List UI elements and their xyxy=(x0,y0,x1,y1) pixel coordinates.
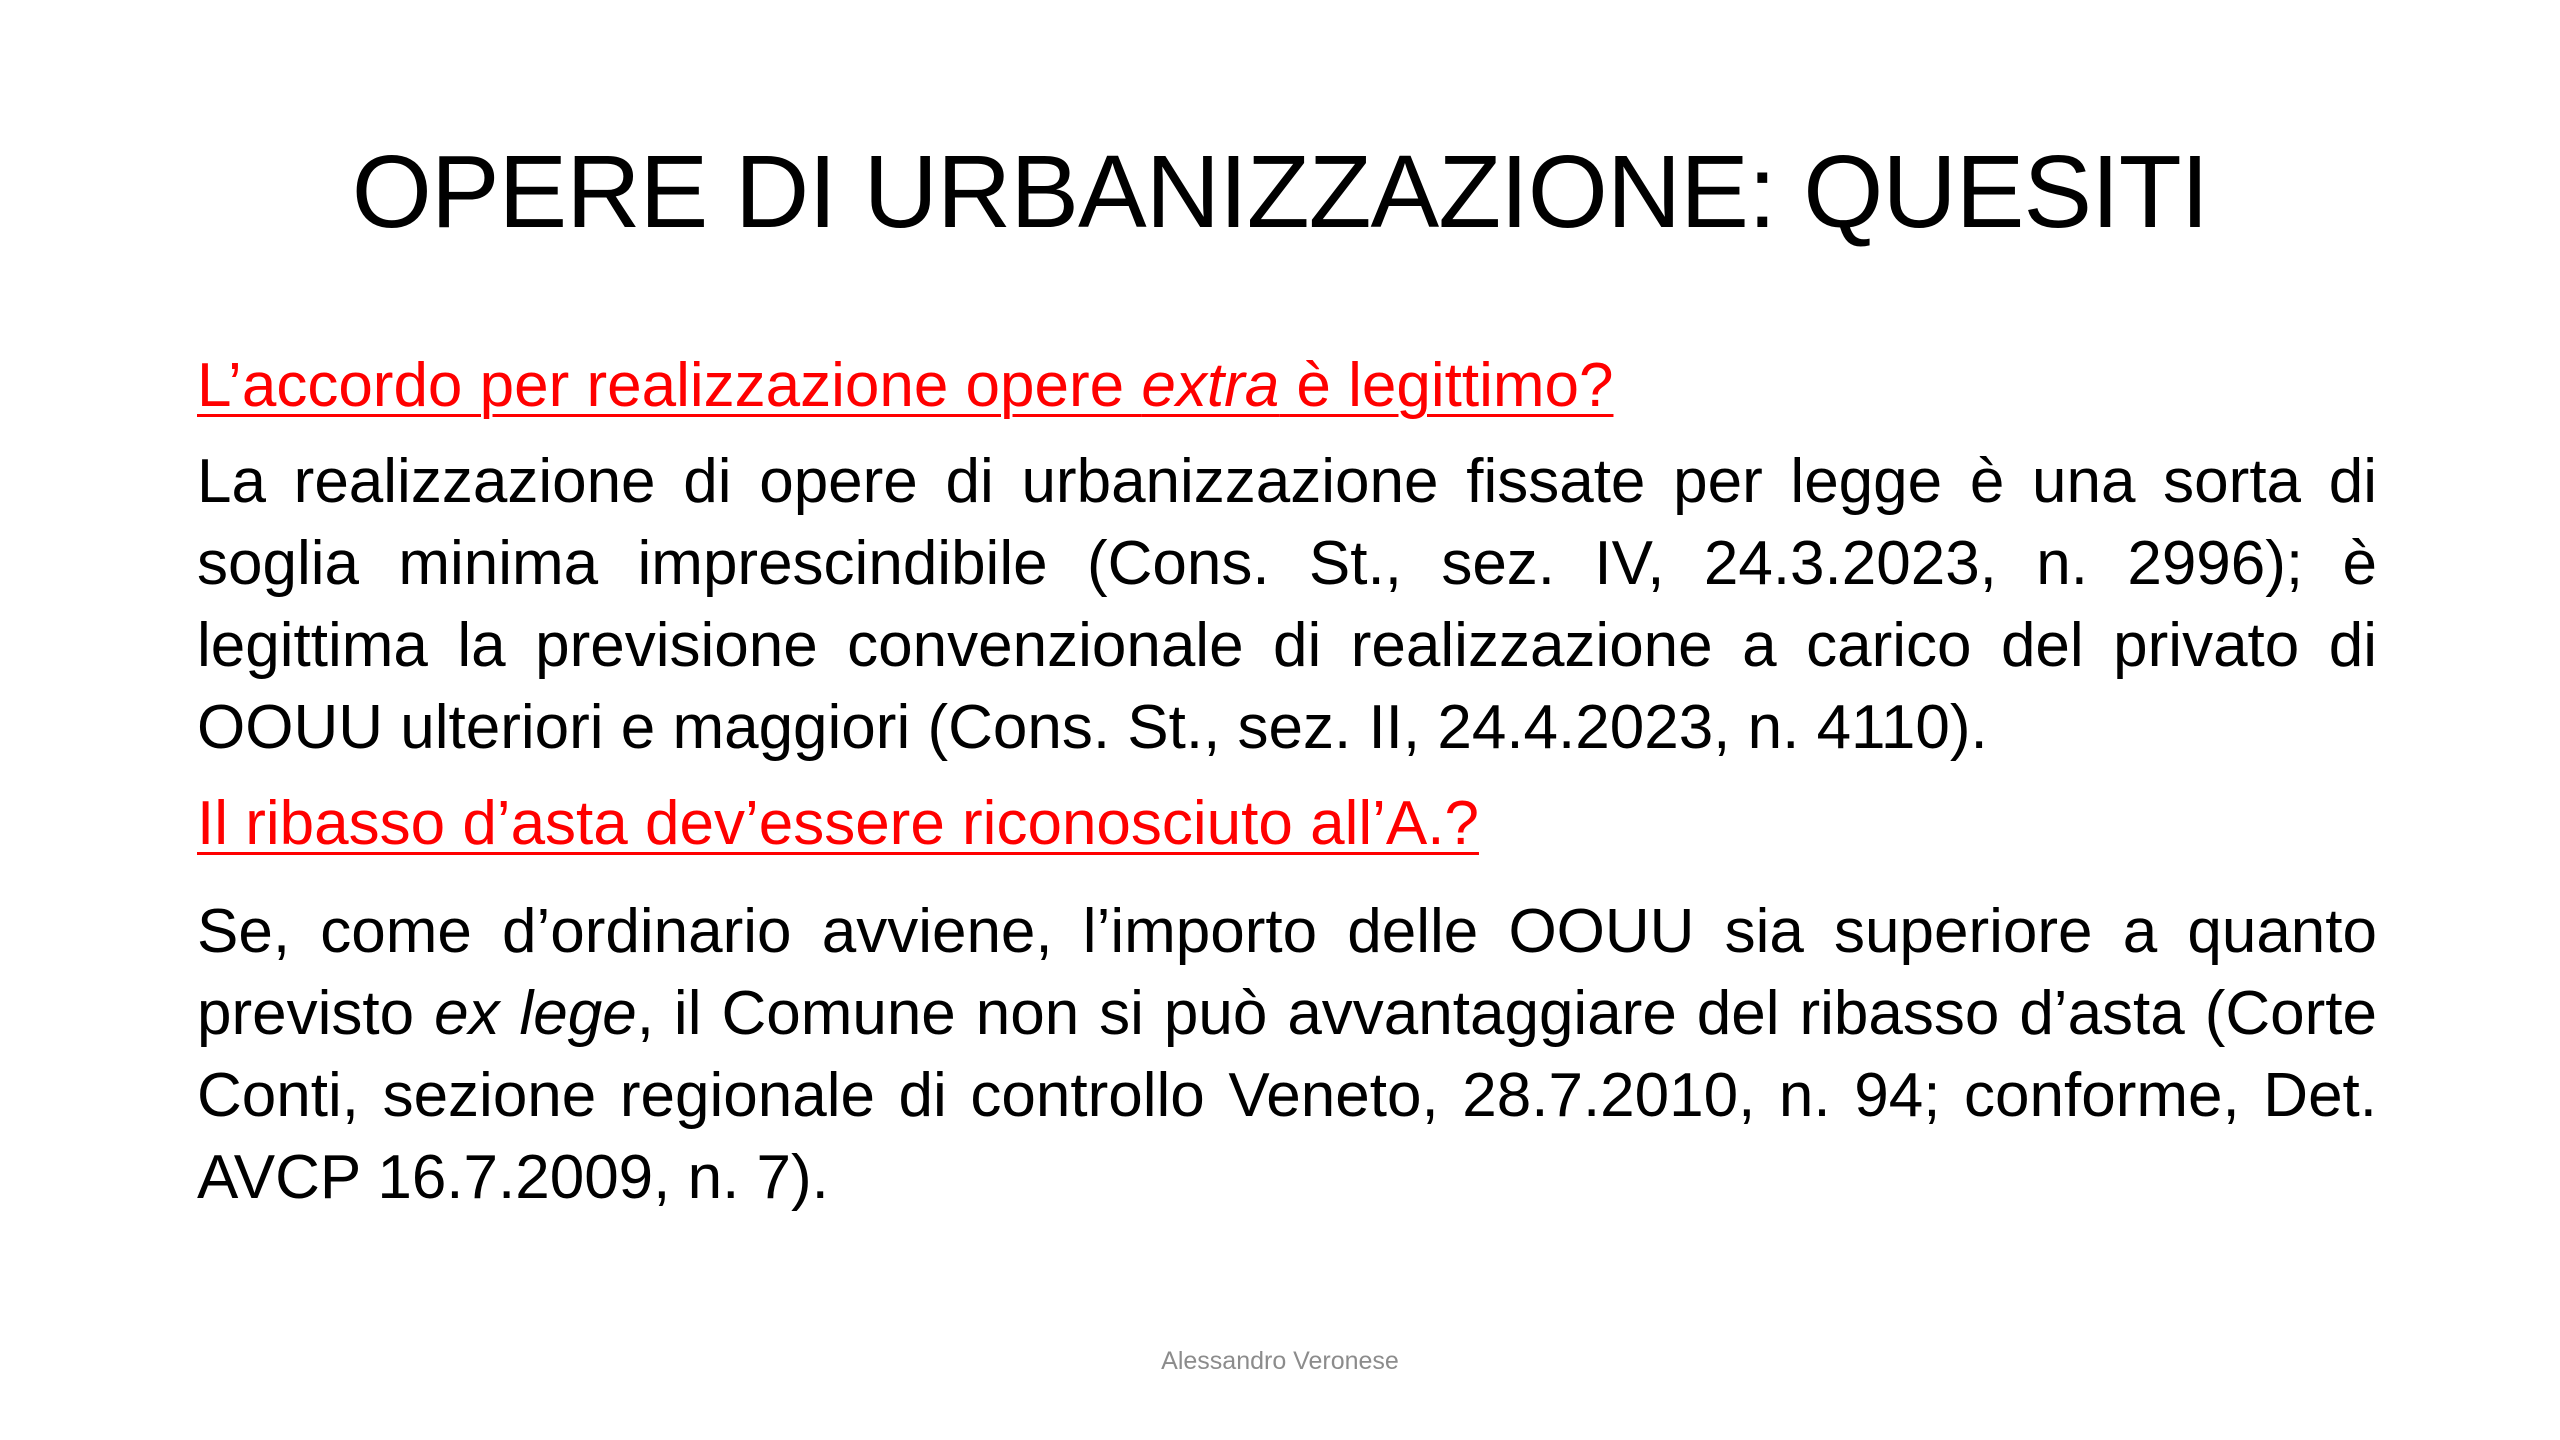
slide-title: OPERE DI URBANIZZAZIONE: QUESITI xyxy=(351,134,2209,249)
answer-2-italic: ex lege xyxy=(434,979,637,1048)
slide-content xyxy=(197,345,2377,1219)
answer-2-text-start: Se, come d’ordinario avviene, l’importo delle OOUU sia superiore a quanto previsto xyxy=(197,897,2377,1048)
slide-footer-author: Alessandro Veronese xyxy=(1161,1347,1399,1375)
answer-2-text-end: , il Comune non si può avvantaggiare del ribasso d’asta (Corte Conti, sezione regionale di controllo Veneto, 28.7.2010, n. 94; conforme, Det. AVCP 16.7.2009, n. 7). xyxy=(197,979,2377,1212)
answer-1: La realizzazione di opere di urbanizzazione fissate per legge è una sorta di soglia minima imprescindibile (Cons. St., sez. IV, 24.3.2023, n. 2996); è legittima la previsione convenzionale di realizzazione a carico del privato di OOUU ulteriori e maggiori (Cons. St., sez. II, 24.4.2023, n. 4110). xyxy=(197,447,2377,762)
question-1-text-end: è legittimo? xyxy=(1279,351,1614,420)
question-1-text-start: L’accordo per realizzazione opere xyxy=(197,351,1142,420)
question-2: Il ribasso d’asta dev’essere riconosciuto all’A.? xyxy=(197,789,1479,858)
answer-2 xyxy=(197,891,2377,1219)
question-1-italic: extra xyxy=(1141,351,1280,420)
question-1 xyxy=(197,345,2377,427)
